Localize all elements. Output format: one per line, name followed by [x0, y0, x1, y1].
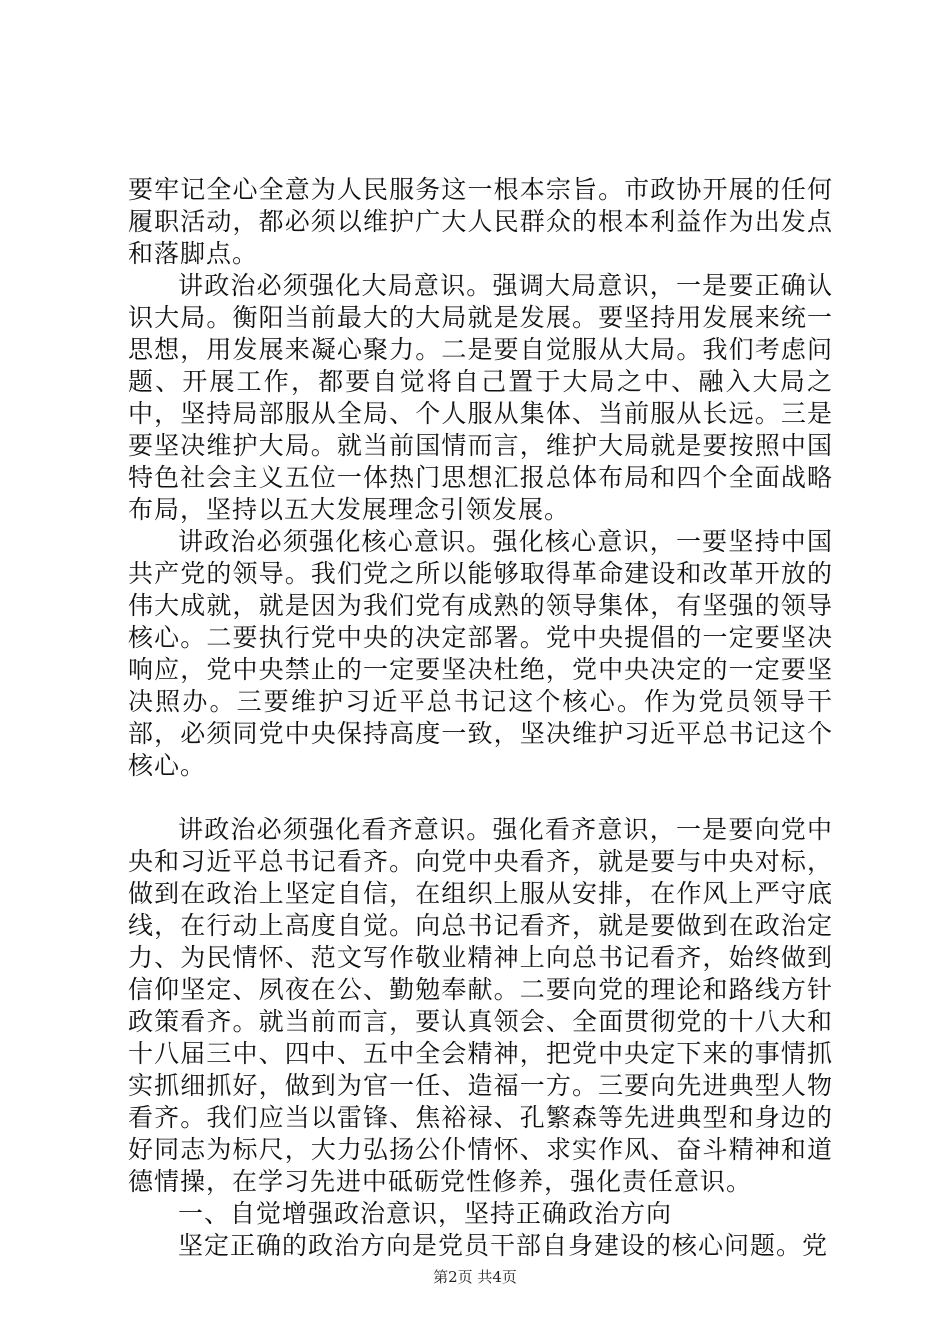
paragraph-4: 讲政治必须强化看齐意识。强化看齐意识，一是要向党中央和习近平总书记看齐。向党中央看齐，就是要与中央对标，做到在政治上坚定自信，在组织上服从安排，在作风上严守底线，在行动上高度自觉。向总书记看齐，就是要做到在政治定力、为民情怀、范文写作敬业精神上向总书记看齐，始终做到信仰坚定、夙夜在公、勤勉奉献。二要向党的理论和路线方针政策看齐。就当前而言，要认真领会、全面贯彻党的十八大和十八届三中、四中、五中全会精神，把党中央定下来的事情抓实抓细抓好，做到为官一任、造福一方。三要向先进典型人物看齐。我们应当以雷锋、焦裕禄、孔繁森等先进典型和身边的好同志为标尺，大力弘扬公仆情怀、求实作风、奋斗精神和道德情操，在学习先进中砥砺党性修养，强化责任意识。 — [128, 815, 833, 1196]
paragraph-1: 要牢记全心全意为人民服务这一根本宗旨。市政协开展的任何履职活动，都必须以维护广大人民群众的根本利益作为出发点和落脚点。 — [128, 175, 833, 268]
section-heading: 一、自觉增强政治意识，坚持正确政治方向 — [178, 1199, 673, 1228]
paragraph-2: 讲政治必须强化大局意识。强调大局意识，一是要正确认识大局。衡阳当前最大的大局就是发展。要坚持用发展来统一思想，用发展来凝心聚力。二是要自觉服从大局。我们考虑问题、开展工作，都要自觉将自己置于大局之中、融入大局之中，坚持局部服从全局、个人服从集体、当前服从长远。三是要坚决维护大局。就当前国情而言，维护大局就是要按照中国特色社会主义五位一体热门思想汇报总体布局和四个全面战略布局，坚持以五大发展理念引领发展。 — [128, 271, 833, 524]
paragraph-3: 讲政治必须强化核心意识。强化核心意识，一要坚持中国共产党的领导。我们党之所以能够取得革命建设和改革开放的伟大成就，就是因为我们党有成熟的领导集体，有坚强的领导核心。二要执行党中央的决定部署。党中央提倡的一定要坚决响应，党中央禁止的一定要坚决杜绝，党中央决定的一定要坚决照办。三要维护习近平总书记这个核心。作为党员领导干部，必须同党中央保持高度一致，坚决维护习近平总书记这个核心。 — [128, 527, 833, 780]
paragraph-5: 坚定正确的政治方向是党员干部自身建设的核心问题。党 — [178, 1231, 829, 1260]
document-body — [128, 174, 833, 1262]
page-footer: 第2页 共4页 — [433, 1268, 517, 1286]
